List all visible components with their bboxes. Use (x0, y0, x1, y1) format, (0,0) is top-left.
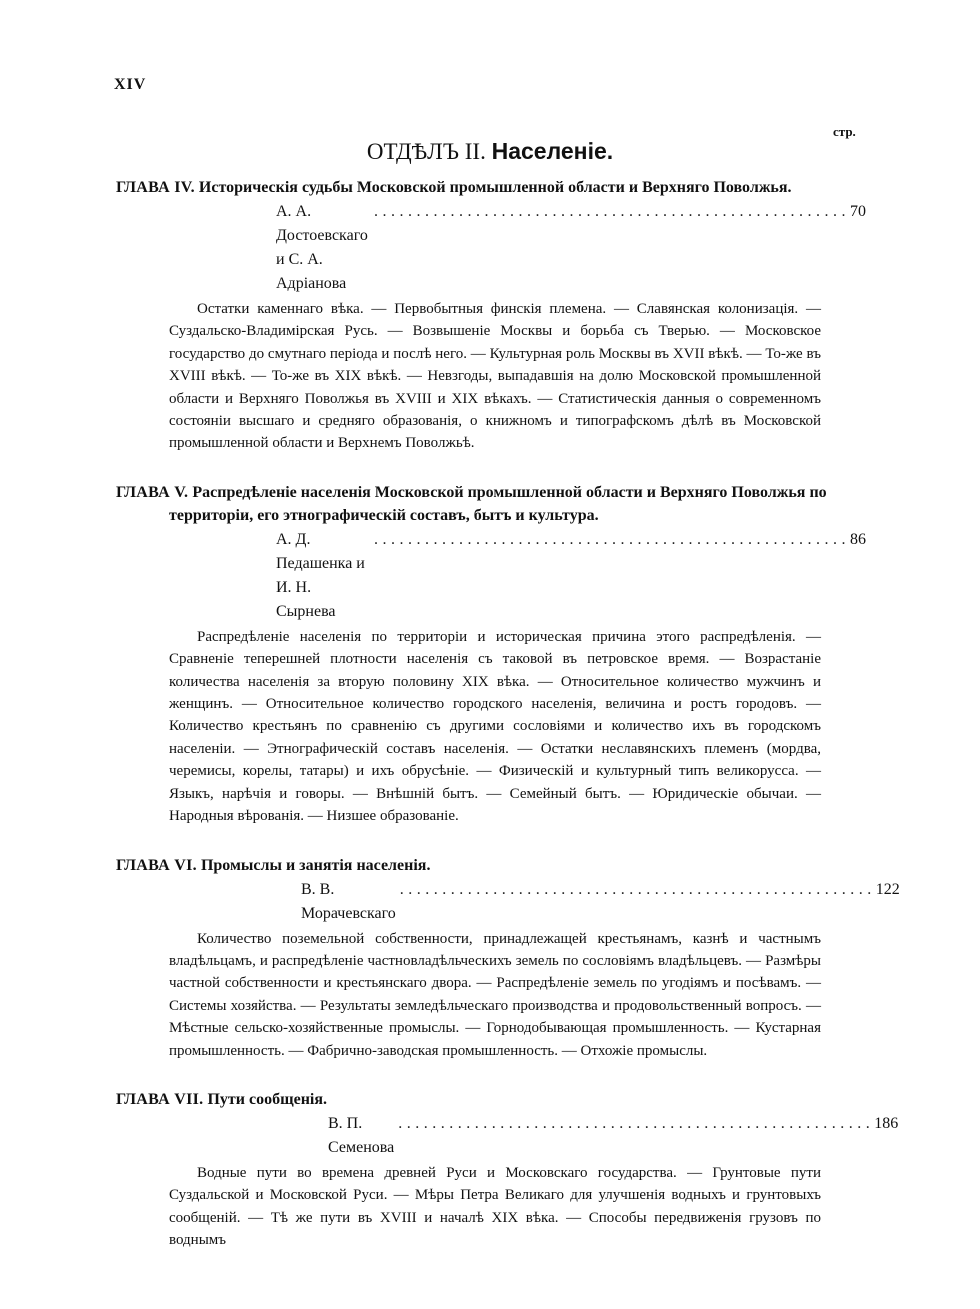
chapter-v (116, 481, 866, 828)
chapter-vi (116, 854, 900, 1062)
chapter-page: 186 (874, 1114, 899, 1132)
chapter-heading (116, 1088, 874, 1111)
page-number: XIV (114, 76, 147, 93)
chapter-page: 122 (875, 880, 900, 898)
chapter-authors: А. Д. Педашенка и И. Н. Сырнева (276, 530, 365, 620)
chapter-list (116, 176, 900, 1278)
section-title-prefix: ОТДѢЛЪ II. (366, 139, 486, 164)
dot-leader: ........................................................ (398, 1114, 875, 1132)
chapter-summary: Водные пути во времена древней Руси и Московскаго государства. — Грунтовые пути Суздальской и Московской Руси. — Мѣры Петра Великаго для улучшенія водныхъ и грунтовыхъ сообщеній. — Тѣ же пути въ XVIII и началѣ XIX вѣка. — Способы передвиженія грузовъ по воднымъ (169, 1164, 821, 1249)
chapter-author-line (116, 878, 900, 926)
chapter-title: Пути сообщенія. (207, 1090, 328, 1108)
chapter-author-line (116, 1112, 899, 1160)
chapter-heading (116, 854, 874, 877)
chapter-label: ГЛАВА VI. (116, 856, 197, 874)
chapter-authors: В. В. Морачевскаго (301, 880, 396, 922)
page-column-label: стр. (833, 124, 856, 139)
chapter-authors: А. А. Достоевскаго и С. А. Адріанова (276, 203, 368, 292)
section-title-main: Населеніе. (491, 138, 614, 164)
chapter-label: ГЛАВА V. (116, 483, 189, 501)
chapter-page: 86 (850, 530, 866, 548)
chapter-summary: Распредѣленіе населенія по территоріи и историческая причина этого распредѣленія. — Сравненіе теперешней плотности населенія съ таковой въ петровское время. — Возрастаніе количества населенія за вторую половину XIX вѣка. — Относительное количество мужчинъ и женщинъ. — Относительное количество городского населенія, величина и ростъ городовъ. — Количество крестьянъ по сравненію съ другими сословіями и количество ихъ въ городскомъ населеніи. — Этнографическій составъ населенія. — Остатки неславянскихъ племенъ (мордва, черемисы, корелы, татары) и ихъ обрусѣніе. — Физическій и культурный типъ великорусса. — Языкъ, нарѣчія и говоры. — Внѣшній бытъ. — Семейный бытъ. — Юридическіе обычаи. — Народныя вѣрованія. — Низшее образованіе. (169, 628, 821, 825)
chapter-heading (116, 481, 874, 527)
chapter-label: ГЛАВА VII. (116, 1090, 204, 1108)
chapter-summary: Количество поземельной собственности, принадлежащей крестьянамъ, казнѣ и частнымъ владѣльцамъ, и распредѣленіе частновладѣльческихъ земель по сословіямъ владѣльцевъ. — Размѣры частной собственности и крестьянскаго двора. — Распредѣленіе земель по угодіямъ и посѣвамъ. — Системы хозяйства. — Результаты земледѣльческаго производства и продовольственный вопросъ. — Мѣстные сельско-хозяйственные промыслы. — Горнодобывающая промышленность. — Кустарная промышленность. — Фабрично-заводская промышленность. — Отхожіе промыслы. (169, 930, 821, 1059)
chapter-page: 70 (850, 203, 866, 220)
section-title (0, 138, 980, 165)
dot-leader: ........................................................ (374, 530, 850, 548)
chapter-label: ГЛАВА IV. (116, 179, 195, 196)
dot-leader: ........................................................ (399, 880, 876, 898)
chapter-vii (116, 1088, 899, 1252)
chapter-authors: В. П. Семенова (328, 1114, 395, 1156)
chapter-heading (116, 176, 874, 199)
chapter-summary: Остатки каменнаго вѣка. — Первобытныя финскія племена. — Славянская колонизація. — Суздальско-Владимірская Русь. — Возвышеніе Москвы и борьба съ Тверью. — Московское государство до смутнаго періода и послѣ него. — Культурная роль Москвы въ XVII вѣкѣ. — То-же въ XVIII вѣкѣ. — То-же въ XIX вѣкѣ. — Невзгоды, выпадавшія на долю Московской промышленной области и Верхняго Поволжья въ XVIII и XIX вѣкахъ. — Статистическія данныя о современномъ состояніи высшаго и средняго образованія, о книжномъ и типографскомъ дѣлѣ въ Московской промышленной области и Верхнемъ Поволжьѣ. (169, 301, 821, 452)
chapter-title: Историческія судьбы Московской промышленной области и Верхняго Поволжья. (198, 179, 792, 196)
chapter-iv (116, 176, 866, 455)
chapter-author-line (116, 200, 866, 296)
chapter-title: Промыслы и занятія населенія. (200, 856, 431, 874)
dot-leader: ........................................................ (374, 203, 850, 220)
chapter-title: Распредѣленіе населенія Московской промышленной области и Верхняго Поволжья по территоріи, его этнографическій составъ, бытъ и культура. (169, 483, 827, 524)
chapter-author-line (116, 528, 866, 624)
